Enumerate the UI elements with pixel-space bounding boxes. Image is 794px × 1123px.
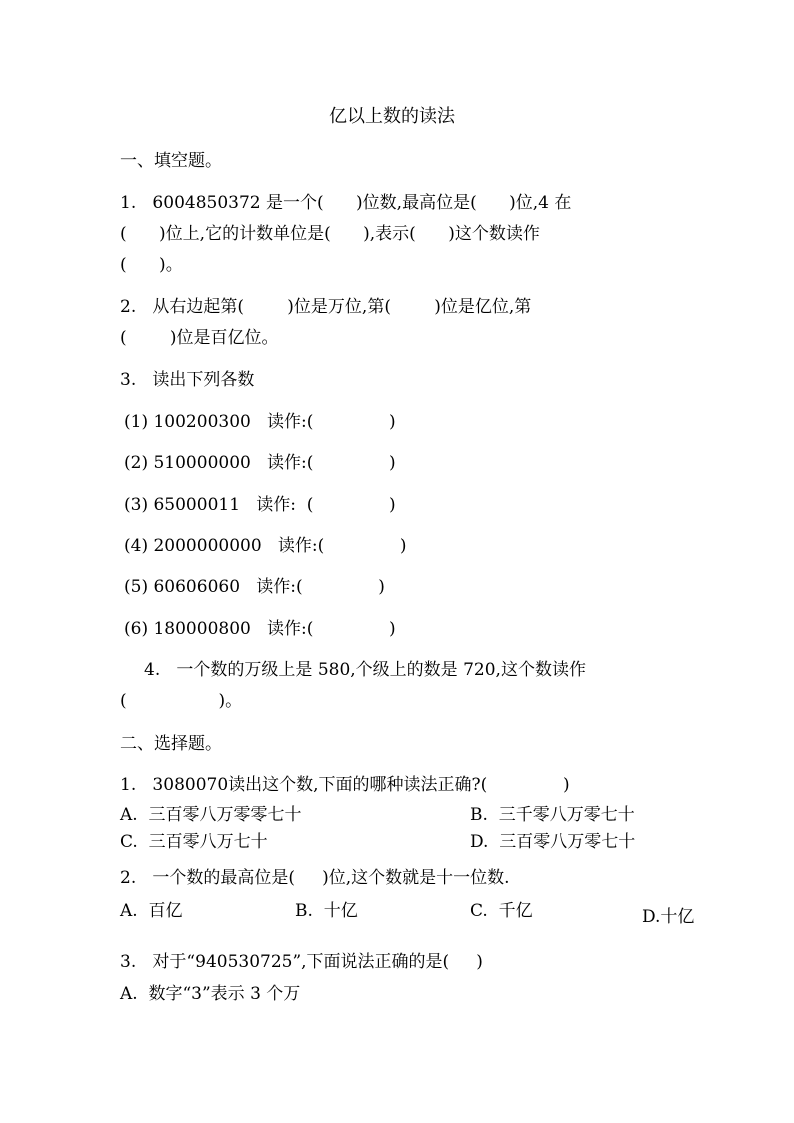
s2-q2-option-d: D.十亿 <box>642 907 695 927</box>
s2-q2-option-c: C. 千亿 <box>470 901 533 921</box>
s2-q1-option-d: D. 三百零八万零七十 <box>470 832 636 852</box>
s1-q3-item-6: (6) 180000800 读作:( ) <box>124 619 396 639</box>
s2-q2-stem: 2. 一个数的最高位是( )位,这个数就是十一位数. <box>120 868 510 888</box>
s1-q3-item-3: (3) 65000011 读作: ( ) <box>124 495 396 515</box>
s1-q4-line1: 4. 一个数的万级上是 580,个级上的数是 720,这个数读作 <box>144 660 586 680</box>
s1-q4-line2: ( )。 <box>120 691 243 711</box>
s1-q1-line3: ( )。 <box>120 255 183 275</box>
s2-q1-option-b: B. 三千零八万零七十 <box>470 805 635 825</box>
s2-q2-option-b: B. 十亿 <box>295 901 358 921</box>
s2-q1-stem: 1. 3080070读出这个数,下面的哪种读法正确?( ) <box>120 775 570 795</box>
s2-q2-option-a: A. 百亿 <box>120 901 183 921</box>
s2-q1-option-c: C. 三百零八万七十 <box>120 832 268 852</box>
s1-q1-line1: 1. 6004850372 是一个( )位数,最高位是( )位,4 在 <box>120 193 572 213</box>
s1-q2-line1: 2. 从右边起第( )位是万位,第( )位是亿位,第 <box>120 297 532 317</box>
s1-q3-item-1: (1) 100200300 读作:( ) <box>124 412 396 432</box>
s1-q1-line2: ( )位上,它的计数单位是( ),表示( )这个数读作 <box>120 224 540 244</box>
s1-q3-heading: 3. 读出下列各数 <box>120 370 255 390</box>
s2-q3-stem: 3. 对于“940530725”,下面说法正确的是( ) <box>120 952 483 972</box>
section2-heading: 二、选择题。 <box>120 734 222 754</box>
s1-q3-item-2: (2) 510000000 读作:( ) <box>124 453 396 473</box>
s1-q3-item-5: (5) 60606060 读作:( ) <box>124 577 385 597</box>
s2-q3-option-a: A. 数字“3”表示 3 个万 <box>120 984 301 1004</box>
s1-q3-item-4: (4) 2000000000 读作:( ) <box>124 536 407 556</box>
page-title: 亿以上数的读法 <box>329 106 455 127</box>
s2-q1-option-a: A. 三百零八万零零七十 <box>120 805 302 825</box>
section1-heading: 一、填空题。 <box>120 151 222 171</box>
s1-q2-line2: ( )位是百亿位。 <box>120 328 279 348</box>
